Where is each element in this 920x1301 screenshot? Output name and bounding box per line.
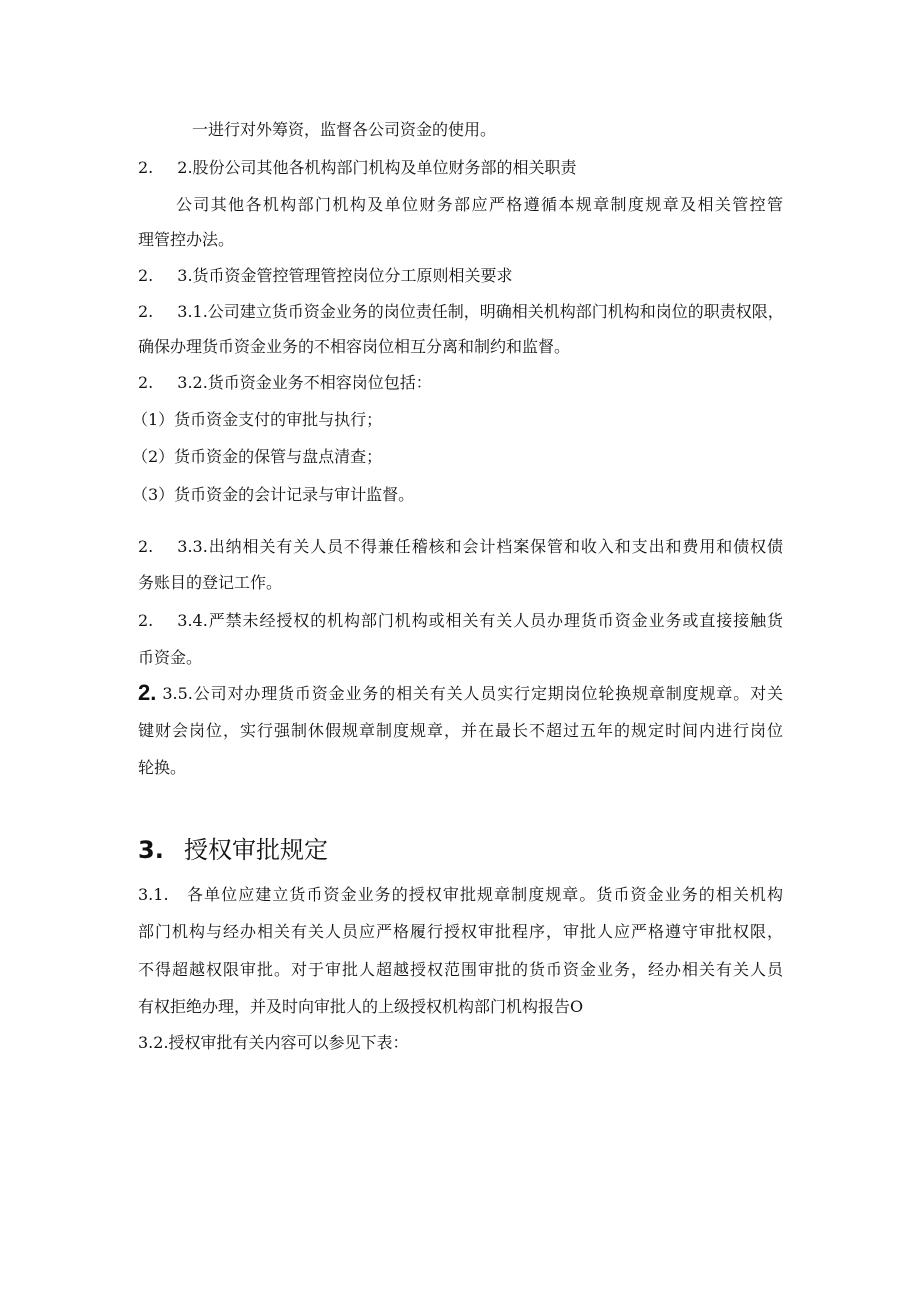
paragraph-line: 务账目的登记工作。: [138, 573, 283, 592]
section-number: 2.: [138, 158, 154, 177]
section-2-3-4-line: [138, 611, 783, 631]
section-number: 2.: [138, 680, 157, 705]
section-2-3-3-line: [138, 537, 783, 557]
section-number: 2.: [138, 373, 154, 392]
section-2-3-1-line: [138, 302, 783, 322]
section-text: 3.3.出纳相关有关人员不得兼任稽核和会计档案保管和收入和支出和费用和债权债: [177, 537, 783, 556]
section-text: 3.货币资金管控管理管控岗位分工原则相关要求: [177, 266, 513, 285]
paragraph-line: 键财会岗位，实行强制休假规章制度规章，并在最长不超过五年的规定时间内进行岗位: [138, 721, 783, 740]
heading-title: 授权审批规定: [184, 836, 328, 864]
paragraph-line: 有权拒绝办理，并及时向审批人的上级授权机构部门机构报告O: [138, 997, 584, 1016]
heading-number: 3.: [138, 836, 164, 864]
paragraph-line: 理管控办法。: [138, 230, 235, 249]
paragraph-line: 公司其他各机构部门机构及单位财务部应严格遵循本规章制度规章及相关管控管: [176, 195, 783, 214]
paragraph-line: 币资金。: [138, 648, 203, 667]
paragraph-line: 轮换。: [138, 758, 187, 777]
section-text: 3.4.严禁未经授权的机构部门机构或相关有关人员办理货币资金业务或直接接触货: [177, 611, 783, 630]
section-number: 2.: [138, 266, 154, 285]
section-2-3-heading: [138, 266, 788, 286]
section-3-2-line: 3.2.授权审批有关内容可以参见下表：: [138, 1033, 409, 1052]
section-number: 2.: [138, 537, 154, 556]
paragraph-line: 不得超越权限审批。对于审批人超越授权范围审批的货币资金业务，经办相关有关人员: [138, 960, 783, 979]
section-text: 2.股份公司其他各机构部门机构及单位财务部的相关职责: [177, 158, 577, 177]
section-3-heading: [138, 836, 328, 864]
section-2-3-5-line: [138, 680, 783, 705]
paragraph-line: 确保办理货币资金业务的不相容岗位相互分离和制约和监督。: [138, 337, 571, 356]
list-item: （3）货币资金的会计记录与审计监督。: [132, 485, 415, 504]
section-text: 3.1.公司建立货币资金业务的岗位责任制，明确相关机构部门机构和岗位的职责权限，: [177, 302, 784, 321]
section-text: 3.2.货币资金业务不相容岗位包括：: [177, 373, 432, 392]
section-2-2-heading: [138, 158, 788, 178]
section-number: 2.: [138, 611, 154, 630]
section-text: 各单位应建立货币资金业务的授权审批规章制度规章。货币资金业务的相关机构: [186, 885, 783, 904]
section-2-3-2-line: [138, 373, 788, 393]
list-item: （1）货币资金支付的审批与执行；: [132, 410, 383, 429]
list-item: （2）货币资金的保管与盘点清查；: [132, 447, 383, 466]
section-3-1-line: [138, 885, 783, 905]
section-text: 3.5.公司对办理货币资金业务的相关有关人员实行定期岗位轮换规章制度规章。对关: [162, 684, 783, 703]
section-number: 3.1.: [138, 885, 169, 904]
paragraph-line: 一进行对外筹资，监督各公司资金的使用。: [192, 120, 497, 139]
section-number: 2.: [138, 302, 154, 321]
paragraph-line: 部门机构与经办相关有关人员应严格履行授权审批程序，审批人应严格遵守审批权限，: [138, 922, 783, 941]
